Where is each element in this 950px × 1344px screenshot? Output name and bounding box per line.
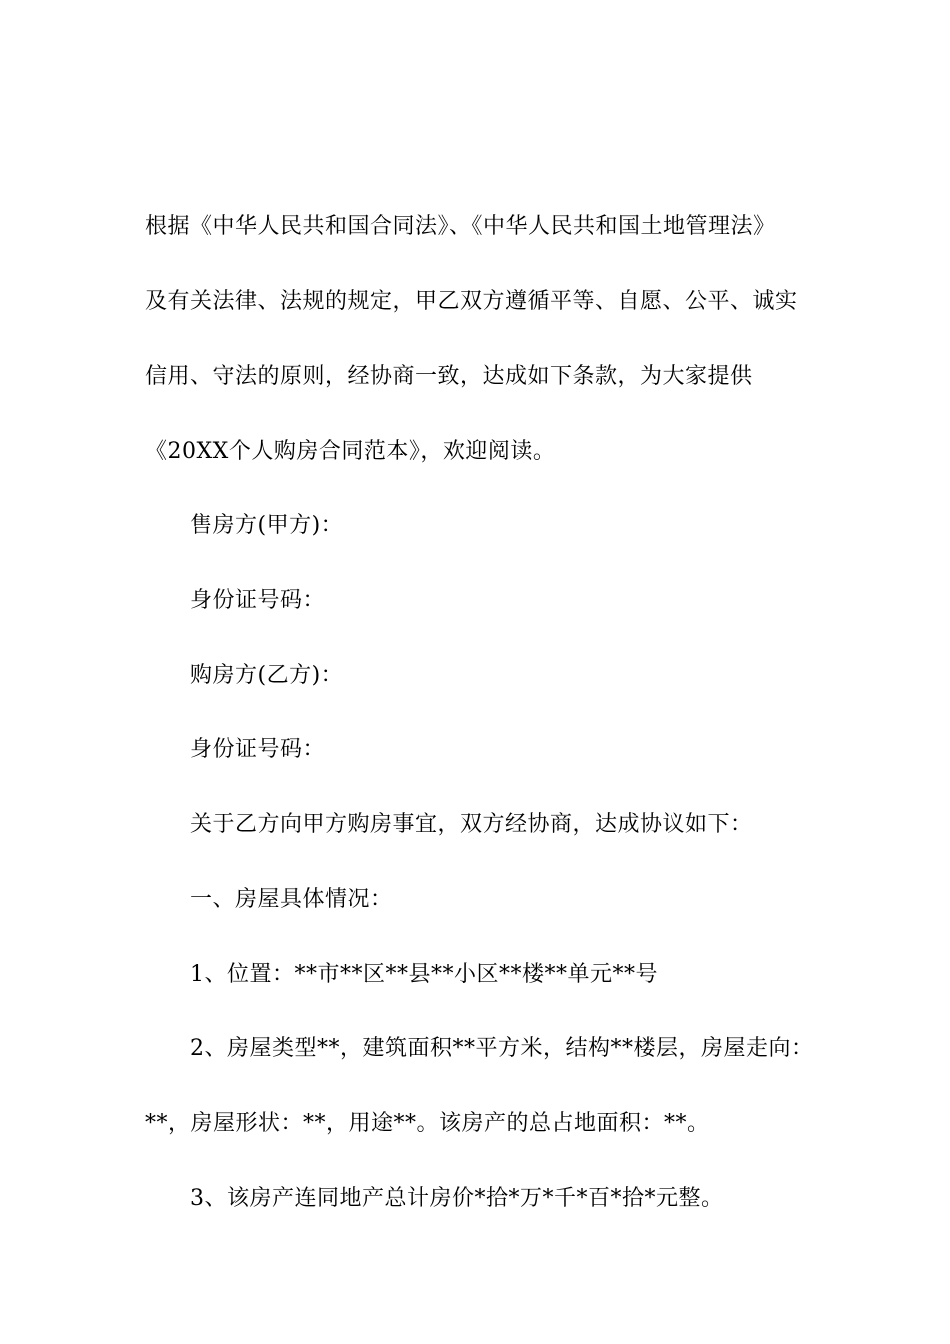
intro-line-1: 根据《中华人民共和国合同法》、《中华人民共和国土地管理法》 [145,214,776,239]
item-2-line-1: 2、房屋类型**，建筑面积**平方米，结构**楼层，房屋走向： [190,1036,814,1061]
agreement-intro: 关于乙方向甲方购房事宜，双方经协商，达成协议如下： [190,812,753,837]
item-2-line-2: **，房屋形状：**，用途**。该房产的总占地面积：**。 [145,1111,710,1136]
buyer-id-label: 身份证号码： [190,737,326,762]
seller-label: 售房方(甲方)： [190,513,344,538]
item-3-price: 3、该房产连同地产总计房价*拾*万*千*百*拾*元整。 [190,1186,724,1211]
intro-line-2: 及有关法律、法规的规定，甲乙双方遵循平等、自愿、公平、诚实 [145,289,798,314]
intro-line-3: 信用、守法的原则，经协商一致，达成如下条款，为大家提供 [145,364,753,389]
buyer-label: 购房方(乙方)： [190,663,344,688]
intro-line-4: 《20XX个人购房合同范本》，欢迎阅读。 [145,439,556,464]
seller-id-label: 身份证号码： [190,588,326,613]
section-1-title: 一、房屋具体情况： [190,887,393,912]
item-1-location: 1、位置：**市**区**县**小区**楼**单元**号 [190,962,658,987]
